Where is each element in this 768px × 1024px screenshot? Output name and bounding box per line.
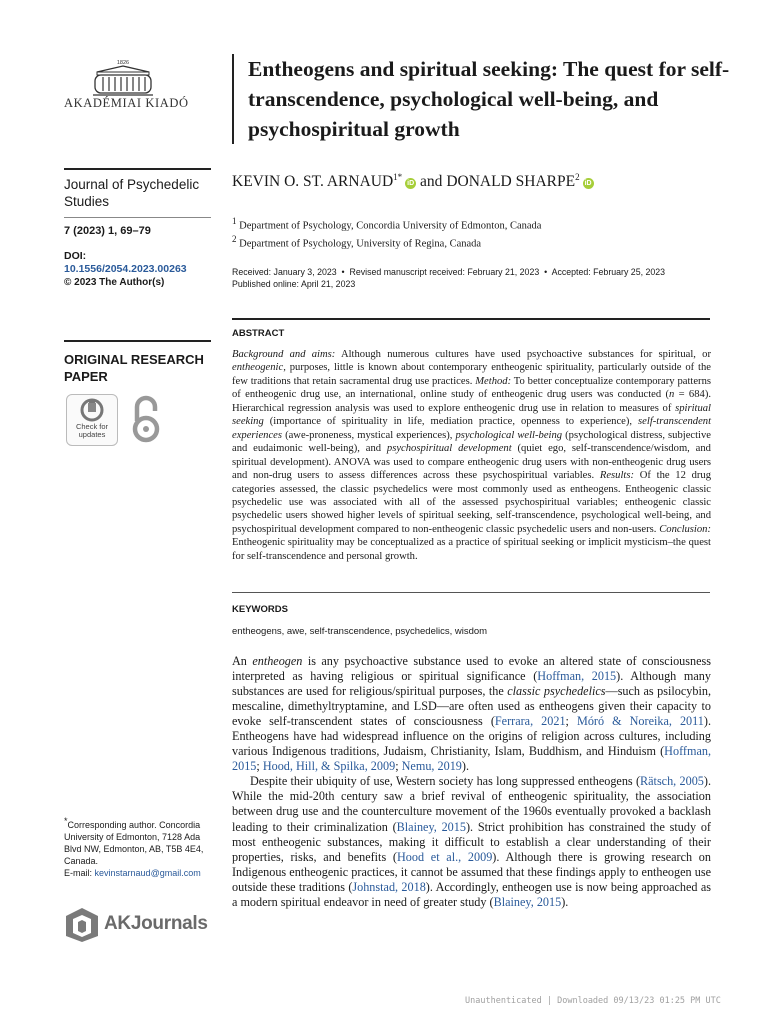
affiliation-2 [232,234,481,250]
author-2-sup: 2 [575,172,580,182]
dates-line-1: Received: January 3, 2023 • Revised manuscript received: February 21, 2023 • Accepted: February 25, 2023 [232,267,666,277]
corresponding-star: * [64,816,68,826]
email-label: E-mail: [64,868,93,878]
akjournals-wordmark: AKJournals [104,913,208,934]
author-1[interactable]: KEVIN O. ST. ARNAUD [232,173,394,191]
abstract-n: n [669,389,675,401]
doi-link[interactable]: 10.1556/2054.2023.00263 [64,263,187,275]
corresponding-text: Corresponding author. Concordia University of Edmonton, 7128 Ada Blvd NW, Edmonton, AB, T5B 4E4, Canada. [64,820,204,866]
conclusion-label: Conclusion: [659,523,711,535]
publisher-year: 1826 [116,60,130,66]
intro-paragraph-1 [232,654,711,774]
citation-link[interactable]: Hood et al., 2009 [396,849,493,864]
citation-link[interactable]: Blainey, 2015 [396,819,466,834]
intro-text-segment: is any psychoactive substance used to evoke an altered state of consciousness interpreted as having religious or spiritual significance ( [232,654,712,684]
abstract-body [232,348,711,563]
affiliation-2-sup: 2 [232,234,237,244]
download-stamp: Unauthenticated | Downloaded 09/13/23 01:25 PM UTC [465,996,721,1006]
title-block [232,54,738,144]
article-type: ORIGINAL RESEARCH PAPER [64,340,211,385]
keywords-list: entheogens, awe, self-transcendence, psychedelics, wisdom [232,626,488,637]
affiliation-1-sup: 1 [232,216,237,226]
intro-text-segment: ). While the mid-20th century saw a brief revival of entheogenic spirituality, the association between drug use and the counterculture movement of the 1960s eventually provoked a backlash leading to their criminalization ( [232,774,712,834]
abstract-method-a: To better conceptualize contemporary patterns of entheogenic drug use, an international, online study of entheogenic drug users was conducted ( [232,375,711,401]
publisher-name: AKADÉMIAI KIADÓ [64,96,189,110]
affiliation-1 [232,216,541,232]
intro-term-classic-psychedelics: classic psychedelics [507,684,606,699]
corresponding-email[interactable]: kevinstarnaud@gmail.com [94,868,201,878]
intro-text-segment: Despite their ubiquity of use, Western society has long suppressed entheogens ( [250,774,641,789]
abstract-psychospiritual: psychospiritual development [386,443,512,455]
open-access-icon [130,394,162,446]
author-conjunction: and [420,173,443,191]
abstract-method-e: (quiet ego, self-transcendence/wisdom, and spiritual development). ANOVA was used to compare entheogenic drug users with non-entheogenic drug users and non-drug users to assess differences across these psychospiritual variables. [232,443,711,482]
intro-text-segment: An [232,654,247,668]
intro-separator: ; [256,759,263,774]
keywords-divider [232,592,710,593]
abstract-entheogenic: entheogenic [232,362,284,374]
intro-separator: ; [565,714,577,729]
citation-link[interactable]: Hoffman, 2015 [537,669,617,684]
citation-link[interactable]: Blainey, 2015 [493,894,562,909]
intro-separator: ; [395,759,402,774]
journal-title: Journal of Psychedelic Studies [64,177,200,209]
abstract-method-c: (awe-proneness, mystical experiences), [285,429,453,441]
method-label: Method: [475,375,512,387]
citation-link[interactable]: Rätsch, 2005 [640,774,704,789]
affiliation-2-text: Department of Psychology, University of Regina, Canada [239,238,482,250]
intro-text-segment: ). Although many substances are used for religious/spiritual purposes, the [232,669,711,699]
intro-text-segment: ). [561,894,569,909]
citation-link[interactable]: Johnstad, 2018 [352,879,426,894]
abstract-divider [232,318,710,320]
intro-text-segment: —such as psilocybin, mescaline, dimethyltryptamine, and LSD—are often used as entheogens given their capacity to evoke self-transcendent states of consciousness ( [232,684,711,729]
abstract-conclusion: Entheogenic spirituality may be conceptualized as a practice of spiritual seeking or implicit mysticism–the quest for self-transcendence and personal growth. [232,537,711,562]
check-updates-graphic [67,395,117,425]
author-line [232,172,594,191]
citation-link[interactable]: Hoffman, 2015 [232,744,711,774]
abstract-method-b: (importance of spirituality in life, mediation practice, openness to experience), [269,416,633,428]
author-2[interactable]: DONALD SHARPE [446,173,576,191]
copyright: © 2023 The Author(s) [64,277,165,288]
intro-text-segment: ). Strict prohibition has constrained the study of most entheogenic substances, making it difficult to establish a clear understanding of their properties, risks, and benefits ( [232,819,711,864]
abstract-self-transcendent: self-transcendent experiences [232,416,712,441]
results-label: Results: [599,470,635,482]
abstract-method-n: = 684). Hierarchical regression analysis was used to explore entheogenic drug use in relation to measures of [232,389,711,414]
intro-text-segment: ). [461,759,469,774]
corresponding-author [64,815,214,879]
intro-term-entheogen: entheogen [252,654,303,668]
intro-paragraph-2 [232,774,711,909]
author-1-sup: 1* [393,172,403,182]
orcid-icon[interactable]: iD [407,180,415,188]
badges [66,394,176,446]
journal-divider [64,217,211,218]
journal-info [64,168,211,289]
citation-link[interactable]: Nemu, 2019 [401,759,462,774]
abstract-spiritual-seeking: spiritual seeking [232,402,711,428]
article-title: Entheogens and spiritual seeking: The quest for self-transcendence, psychological well-being, and psychospiritual growth [248,57,730,141]
akjournals-logo [64,906,214,944]
check-updates-label: Check for updates [75,422,109,439]
akjournals-logo-icon [64,906,100,944]
keywords-heading: KEYWORDS [232,604,288,615]
abstract-heading: ABSTRACT [232,328,285,339]
abstract-background-b: , purposes, little is known about contemporary entheogenic spirituality, particularly outside of the few traditions that retain sacramental drug use practices. [232,362,711,387]
abstract-results: Of the 12 drug categories assessed, the classic psychedelics were most commonly used as entheogens. Entheogenic classic psychedelic use was associated with all of the assessed psychospiritual variables; entheogenic classic psychedelic users showed higher levels of spiritual seeking, self-transcendence, psychological well-being, and psychospiritual development compared to non-entheogenic classic psychedelic users and non-users. [232,470,711,535]
volume-info: 7 (2023) 1, 69–79 [64,225,151,237]
abstract-background-a: Although numerous cultures have used psychoactive substances for spiritual, or [340,349,711,360]
background-label: Background and aims: [232,349,336,360]
affiliation-1-text: Department of Psychology, Concordia University of Edmonton, Canada [239,220,542,232]
introduction-text [232,654,711,910]
intro-text-segment: ). Although there is growing research on Indigenous entheogenic practices, it cannot be assumed that these findings apply to entheogen use outside these traditions ( [232,849,711,894]
intro-text-segment: ). Accordingly, entheogen use is now being approached as a modern spiritual endeavor in need of greater study ( [232,879,711,909]
dates-line-2: Published online: April 21, 2023 [232,279,356,289]
academy-building-icon [91,58,155,100]
check-for-updates-icon[interactable] [66,394,118,446]
abstract-method-d: (psychological distress, subjective and eudaimonic well-being), and [232,429,711,455]
doi-label: DOI: [64,250,87,262]
article-dates [232,266,665,290]
abstract-wellbeing: psychological well-being [455,429,563,441]
citation-link[interactable]: Ferrara, 2021 [494,714,566,729]
orcid-icon[interactable]: iD [584,180,592,188]
citation-link[interactable]: Hood, Hill, & Spilka, 2009 [262,759,396,774]
intro-text-segment: ). Entheogens have had widespread influence on the origins of religion across cultures, including various Indigenous traditions, Judaism, Christianity, Islam, Buddhism, and Hinduism ( [232,714,711,759]
citation-link[interactable]: Móró & Noreika, 2011 [576,714,704,729]
